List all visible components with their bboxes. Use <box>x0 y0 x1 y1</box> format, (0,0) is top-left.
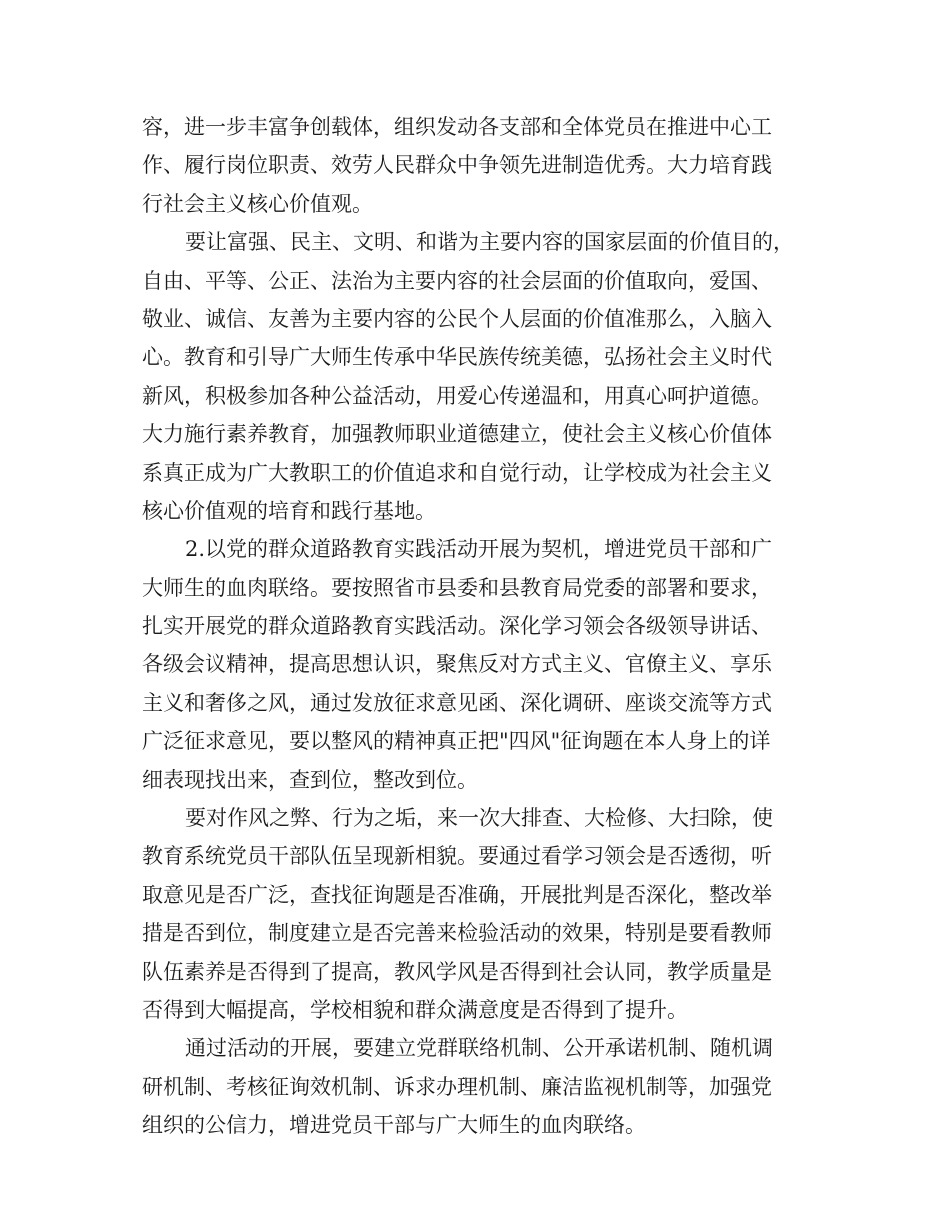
text-line: 队伍素养是否得到了提高，教风学风是否得到社会认同，教学质量是 <box>142 959 772 984</box>
text-line: 敬业、诚信、友善为主要内容的公民个人层面的价值准那么，入脑入 <box>142 306 772 331</box>
text-line: 核心价值观的培育和践行基地。 <box>142 498 436 523</box>
paragraph <box>142 799 812 1029</box>
paragraph <box>142 1029 812 1144</box>
text-line: 扎实开展党的群众道路教育实践活动。深化学习领会各级领导讲话、 <box>142 614 772 639</box>
text-line: 通过活动的开展，要建立党群联络机制、公开承诺机制、随机调 <box>185 1036 773 1061</box>
text-line: 行社会主义核心价值观。 <box>142 191 373 216</box>
text-line: 容，进一步丰富争创载体，组织发动各支部和全体党员在推进中心工 <box>142 115 772 139</box>
text-line: 要让富强、民主、文明、和谐为主要内容的国家层面的价值目的， <box>185 230 794 255</box>
paragraph <box>142 108 812 223</box>
text-line: 2.以党的群众道路教育实践活动开展为契机，增进党员干部和广 <box>185 537 773 562</box>
text-line: 措是否到位，制度建立是否完善来检验活动的效果，特别是要看教师 <box>142 921 772 946</box>
text-line: 新风，积极参加各种公益活动，用爱心传递温和，用真心呵护道德。 <box>142 383 772 408</box>
text-line: 主义和奢侈之风，通过发放征求意见函、深化调研、座谈交流等方式 <box>142 690 772 715</box>
text-line: 心。教育和引导广大师生传承中华民族传统美德，弘扬社会主义时代 <box>142 345 772 370</box>
text-line: 细表现找出来，查到位，整改到位。 <box>142 767 478 792</box>
text-line: 教育系统党员干部队伍呈现新相貌。要通过看学习领会是否透彻，听 <box>142 844 772 869</box>
text-line: 自由、平等、公正、法治为主要内容的社会层面的价值取向，爱国、 <box>142 268 772 293</box>
text-line: 要对作风之弊、行为之垢，来一次大排查、大检修、大扫除，使 <box>185 806 773 831</box>
paragraph <box>142 223 812 530</box>
text-line: 广泛征求意见，要以整风的精神真正把"四风"征询题在本人身上的详 <box>142 729 771 754</box>
paragraph <box>142 530 812 799</box>
text-line: 各级会议精神，提高思想认识，聚焦反对方式主义、官僚主义、享乐 <box>142 652 772 677</box>
text-line: 大力施行素养教育，加强教师职业道德建立，使社会主义核心价值体 <box>142 422 772 447</box>
text-line: 大师生的血肉联络。要按照省市县委和县教育局党委的部署和要求， <box>142 575 772 600</box>
text-line: 作、履行岗位职责、效劳人民群众中争领先进制造优秀。大力培育践 <box>142 153 772 178</box>
text-line: 取意见是否广泛，查找征询题是否准确，开展批判是否深化，整改举 <box>142 882 772 907</box>
text-line: 组织的公信力，增进党员干部与广大师生的血肉联络。 <box>142 1113 646 1138</box>
text-line: 系真正成为广大教职工的价值追求和自觉行动，让学校成为社会主义 <box>142 460 772 485</box>
text-line: 研机制、考核征询效机制、诉求办理机制、廉洁监视机制等，加强党 <box>142 1074 772 1099</box>
body-text <box>142 108 812 1145</box>
text-line: 否得到大幅提高，学校相貌和群众满意度是否得到了提升。 <box>142 997 688 1022</box>
